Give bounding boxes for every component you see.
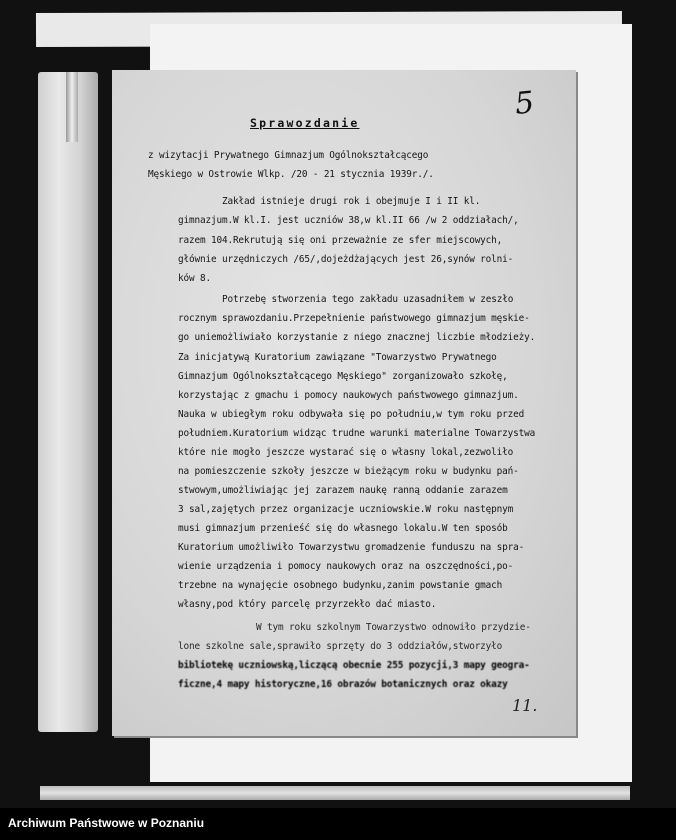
- text-line: trzebne na wynajęcie osobnego budynku,zanim powstanie gmach: [178, 580, 503, 591]
- text-line: Nauka w ubiegłym roku odbywała się po południu,w tym roku przed: [178, 409, 525, 420]
- text-line: Potrzebę stworzenia tego zakładu uzasadniłem w zeszło: [222, 294, 514, 305]
- text-line: południem.Kuratorium widząc trudne warunki materialne Towarzystwa: [178, 428, 536, 439]
- text-line: rocznym sprawozdaniu.Przepełnienie państwowego gimnazjum męskie-: [178, 313, 530, 324]
- text-line: z wizytacji Prywatnego Gimnazjum Ogólnokształcącego: [148, 150, 429, 161]
- bottom-sheet-edge: [40, 786, 630, 800]
- typed-document-page: [112, 70, 576, 736]
- archive-name: Archiwum Państwowe w Poznaniu: [8, 816, 205, 830]
- text-line: stwowym,umożliwiając jej zarazem naukę ranną oddanie zarazem: [178, 485, 508, 496]
- left-folded-sheet: [38, 72, 98, 732]
- text-line: musi gimnazjum przenieść się do własnego lokalu.W ten sposób: [178, 523, 508, 534]
- text-line: bibliotekę uczniowską,liczącą obecnie 255 pozycji,3 mapy geogra-: [178, 660, 530, 671]
- text-line: razem 104.Rekrutują się oni przeważnie ze sfer miejscowych,: [178, 235, 503, 246]
- text-line: W tym roku szkolnym Towarzystwo odnowiło przydzie-: [256, 622, 531, 633]
- text-line: gimnazjum.W kl.I. jest uczniów 38,w kl.II 66 /w 2 oddziałach/,: [178, 215, 519, 226]
- text-line: ków 8.: [178, 273, 211, 284]
- text-line: które nie mogło jeszcze wystarać się o własny lokal,zezwoliło: [178, 447, 514, 458]
- text-line: Męskiego w Ostrowie Wlkp. /20 - 21 stycznia 1939r./.: [148, 169, 434, 180]
- text-line: Gimnazjum Ogólnokształcącego Męskiego" zorganizowało szkołę,: [178, 371, 508, 382]
- text-line: korzystając z gmachu i pomocy naukowych państwowego gimnazjum.: [178, 390, 519, 401]
- fold-mark: [66, 72, 78, 142]
- text-line: wienie urządzenia i pomocy naukowych oraz na oszczędności,po-: [178, 561, 514, 572]
- signature-mark: 11.: [512, 696, 538, 715]
- text-line: lone szkolne sale,sprawiło sprzęty do 3 oddziałów,stworzyło: [178, 641, 503, 652]
- text-line: Zakład istnieje drugi rok i obejmuje I i II kl.: [222, 196, 481, 207]
- text-line: własny,pod który parcelę przyrzekło dać miasto.: [178, 599, 437, 610]
- text-line: na pomieszczenie szkoły jeszcze w bieżącym roku w budynku pań-: [178, 466, 519, 477]
- text-line: głównie urzędniczych /65/,dojeżdżających jest 26,synów rolni-: [178, 254, 514, 265]
- text-line: 3 sal,zajętych przez organizacje uczniowskie.W roku następnym: [178, 504, 514, 515]
- text-line: Kuratorium umożliwiło Towarzystwu gromadzenie funduszu na spra-: [178, 542, 525, 553]
- text-line: go uniemożliwiało korzystanie z niego znacznej liczbie młodzieży.: [178, 332, 536, 343]
- text-line: Za inicjatywą Kuratorium zawiązane "Towarzystwo Prywatnego: [178, 352, 497, 363]
- page-number: 5: [513, 85, 536, 122]
- text-line: ficzne,4 mapy historyczne,16 obrazów botanicznych oraz okazy: [178, 679, 508, 690]
- document-title: Sprawozdanie: [250, 116, 360, 130]
- archive-footer: [0, 808, 676, 840]
